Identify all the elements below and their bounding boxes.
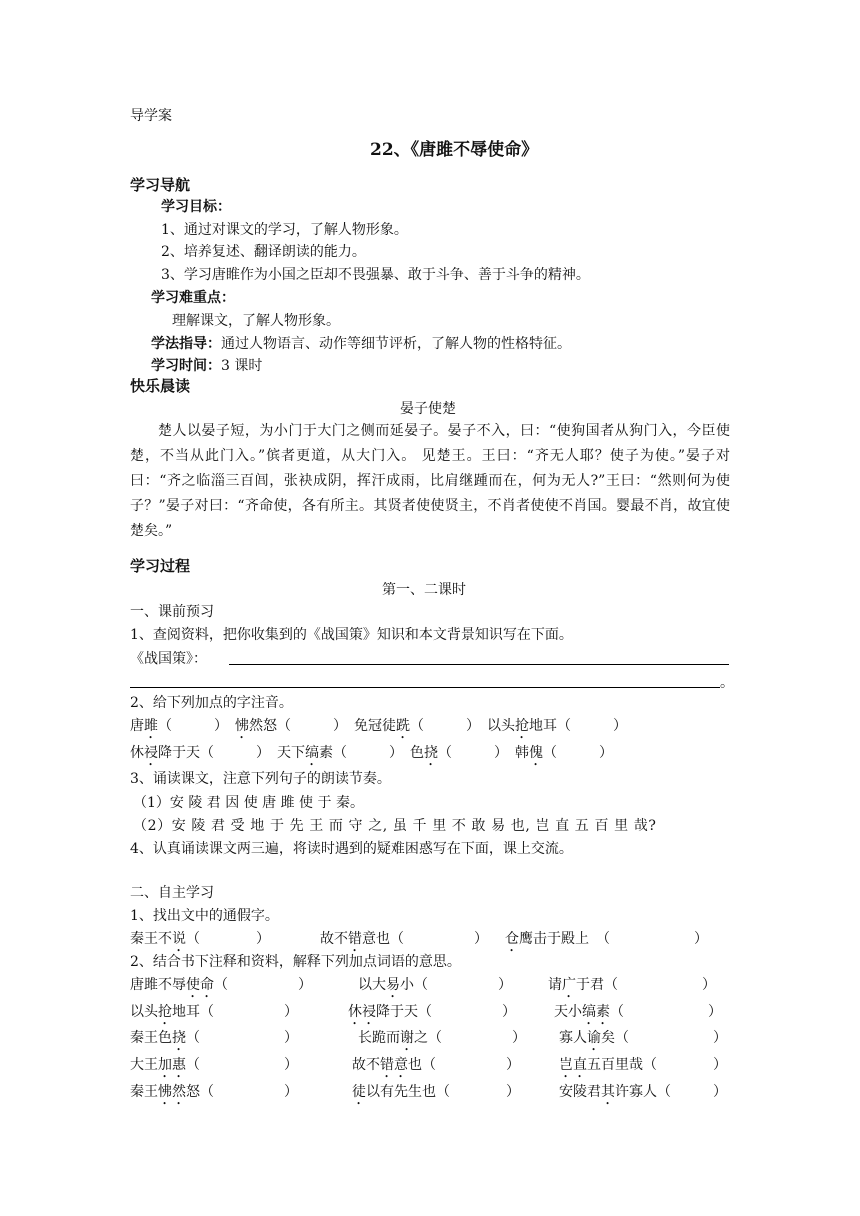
gloss-row: 秦王色挠（ ） 长跪而谢之（ ） 寡人谕矣（ ）: [130, 1030, 727, 1046]
gloss-row: 唐雎不辱使命（ ） 以大易小（ ） 请广于君（ ）: [130, 977, 716, 993]
self-study-q2: 2、结合书下注释和资料，解释下列加点词语的意思。: [130, 954, 461, 970]
gloss-row: 秦王怫然怒（ ） 徒以有先生也（ ） 安陵君其许寡人（ ）: [130, 1084, 727, 1100]
self-study-q1: 1、找出文中的通假字。: [130, 908, 279, 924]
story-text: 楚人以晏子短，为小门于大门之侧而延晏子。晏子不入，曰：“使狗国者从狗门入，今臣使楚，不当从此门入。”傧者更道，从大门入。 见楚王。王曰：“齐无人耶？使子为使。”晏子对曰：“齐之临淄三百闾，张袂成阴，挥汗成雨，比肩继踵而在，何为无人?”王曰：“然则何为使子？”晏子对曰：“齐命使，各有所主。其贤者使使贤主，不肖者使使不肖国。婴最不肖，故宜使楚矣。”: [130, 423, 730, 539]
method-label: 学法指导：: [151, 336, 221, 352]
preview-q4: 4、认真诵读课文两三遍，将读时遇到的疑难困惑写在下面，课上交流。: [130, 841, 573, 857]
difficulty-text: 理解课文，了解人物形象。: [172, 313, 340, 329]
tongjia-row: 秦王不说（ ） 故不错意也（ ） 仓鹰击于殿上 （ ）: [130, 931, 708, 947]
goal-item: 3、学习唐睢作为小国之臣却不畏强暴、敢于斗争、善于斗争的精神。: [161, 267, 590, 283]
field-label-zhanguoce: 《战国策》：: [130, 651, 207, 667]
section-heading-nav: 学习导航: [130, 176, 191, 194]
method-line: [151, 335, 571, 353]
goal-item: 1、通过对课文的学习，了解人物形象。: [161, 222, 408, 238]
time-line: [151, 357, 262, 375]
part2-label: 二、自主学习: [130, 885, 214, 901]
pinyin-row-2: 休祲降于天（ ） 天下缟素（ ） 色挠（ ） 韩傀（ ）: [130, 745, 613, 761]
gloss-row: 以头抢地耳（ ） 休祲降于天（ ） 天小缟素（ ）: [130, 1004, 722, 1020]
preview-q1: 1、查阅资料，把你收集到的《战国策》知识和本文背景知识写在下面。: [130, 627, 573, 643]
time-text: 3 课时: [221, 358, 263, 374]
preview-q2: 2、给下列加点的字注音。: [130, 695, 293, 711]
goal-item: 2、培养复述、翻译朗读的能力。: [161, 244, 366, 260]
method-text: 通过人物语言、动作等细节评析，了解人物的性格特征。: [221, 336, 571, 352]
preview-q3: 3、诵读课文，注意下列句子的朗读节奏。: [130, 771, 391, 787]
page-title: 22、《唐雎不辱使命》: [370, 140, 539, 160]
difficulty-label: 学习难重点：: [151, 290, 235, 306]
doc-type-label: 导学案: [130, 108, 172, 124]
answer-line[interactable]: [229, 664, 729, 665]
story-title: 晏子使楚: [400, 401, 456, 417]
time-label: 学习时间：: [151, 358, 221, 374]
answer-line[interactable]: [130, 687, 720, 688]
goals-label: 学习目标：: [161, 199, 231, 215]
session-title: 第一、二课时: [382, 582, 466, 598]
rhythm-sentence-1: （1）安 陵 君 因 使 唐 雎 使 于 秦。: [133, 795, 364, 811]
part1-label: 一、课前预习: [130, 604, 214, 620]
end-period: 。: [720, 675, 734, 691]
rhythm-sentence-2: （2）安 陵 君 受 地 于 先 王 而 守 之, 虽 千 里 不 敢 易 也, 岂 直 五 百 里 哉?: [133, 818, 657, 834]
gloss-row: 大王加惠（ ） 故不错意也（ ） 岂直五百里哉（ ）: [130, 1057, 727, 1073]
pinyin-row-1: 唐雎（ ） 怫然怒（ ） 免冠徒跣（ ） 以头抢地耳（ ）: [130, 718, 627, 734]
section-heading-reading: 快乐晨读: [130, 377, 191, 395]
section-heading-process: 学习过程: [130, 557, 191, 575]
